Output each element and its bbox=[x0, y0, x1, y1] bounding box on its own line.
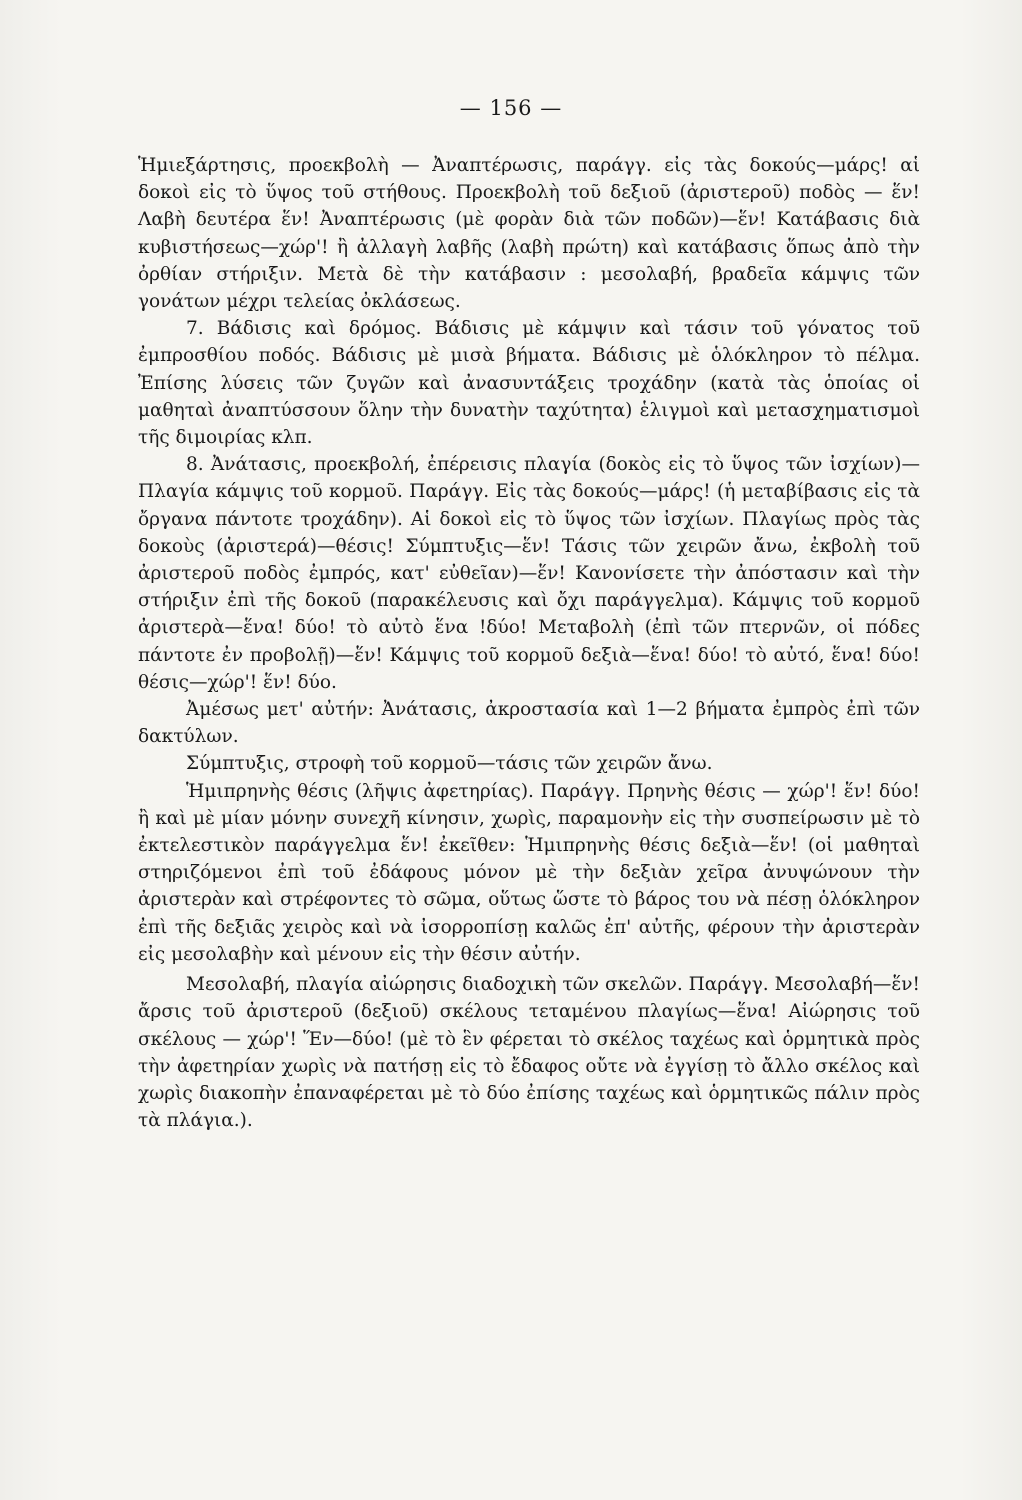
paragraph-7: Μεσολαβή, πλαγία αἰώρησις διαδοχικὴ τῶν σκελῶν. Παράγγ. Μεσολαβή—ἕν! ἄρσις τοῦ ἀριστεροῦ (δεξιοῦ) σκέλους τεταμένου πλαγίως—ἕνα! Αἰώρησις τοῦ σκέλους — χώρ'! Ἕν—δύο! (μὲ τὸ ἓν φέρεται τὸ σκέλος ταχέως καὶ ὁρμητικὰ πρὸς τὴν ἀφετηρίαν χωρὶς νὰ πατήσῃ εἰς τὸ ἔδαφος οὔτε νὰ ἐγγίσῃ τὸ ἄλλο σκέλος καὶ χωρὶς διακοπὴν ἐπαναφέρεται μὲ τὸ δύο ἐπίσης ταχέως καὶ ὁρμητικῶς πάλιν πρὸς τὰ πλάγια.). bbox=[138, 974, 920, 1132]
paragraph-4: Ἀμέσως μετ' αὐτήν: Ἀνάτασις, ἀκροστασία καὶ 1—2 βήματα ἐμπρὸς ἐπὶ τῶν δακτύλων. bbox=[138, 699, 920, 748]
body-text bbox=[138, 152, 920, 1134]
paragraph-6: Ἡμιπρηνὴς θέσις (λῆψις ἀφετηρίας). Παράγγ. Πρηνὴς θέσις — χώρ'! ἕν! δύο! ἢ καὶ μὲ μίαν μόνην συνεχῆ κίνησιν, χωρὶς, παραμονὴν εἰς τὴν συσπείρωσιν μὲ τὸ ἐκτελεστικὸν παράγγελμα ἕν! ἐκεῖθεν: Ἡμιπρηνὴς θέσις δεξιὰ—ἕν! (οἱ μαθηταὶ στηριζόμενοι ἐπὶ τοῦ ἐδάφους μόνον μὲ τὴν δεξιὰν χεῖρα ἀνυψώνουν τὴν ἀριστερὰν καὶ στρέφοντες τὸ σῶμα, οὕτως ὥστε τὸ βάρος του νὰ πέσῃ ὁλόκληρον ἐπὶ τῆς δεξιᾶς χειρὸς καὶ νὰ ἰσορροπίσῃ καλῶς ἐπ' αὐτῆς, φέρουν τὴν ἀριστερὰν εἰς μεσολαβὴν καὶ μένουν εἰς τὴν θέσιν αὐτήν. bbox=[138, 780, 920, 965]
paragraph-3: 8. Ἀνάτασις, προεκβολή, ἐπέρεισις πλαγία (δοκὸς εἰς τὸ ὕψος τῶν ἰσχίων)—Πλαγία κάμψις τοῦ κορμοῦ. Παράγγ. Εἰς τὰς δοκούς—μάρς! (ἡ μεταβίβασις εἰς τὰ ὄργανα πάντοτε τροχάδην). Αἱ δοκοὶ εἰς τὸ ὕψος τῶν ἰσχίων. Πλαγίως πρὸς τὰς δοκοὺς (ἀριστερά)—θέσις! Σύμπτυξις—ἕν! Τάσις τῶν χειρῶν ἄνω, ἐκβολὴ τοῦ ἀριστεροῦ ποδὸς ἐμπρός, κατ' εὐθεῖαν)—ἕν! Κανονίσετε τὴν ἀπόστασιν καὶ τὴν στήριξιν ἐπὶ τῆς δοκοῦ (παρακέλευσις καὶ ὄχι παράγγελμα). Κάμψις τοῦ κορμοῦ ἀριστερὰ—ἕνα! δύο! τὸ αὐτὸ ἕνα !δύο! Μεταβολὴ (ἐπὶ τῶν πτερνῶν, οἱ πόδες πάντοτε ἐν προβολῇ)—ἕν! Κάμψις τοῦ κορμοῦ δεξιὰ—ἕνα! δύο! τὸ αὐτό, ἕνα! δύο! θέσις—χώρ'! ἕν! δύο. bbox=[138, 454, 920, 693]
page-number: — 156 — bbox=[459, 96, 563, 120]
paragraph-5: Σύμπτυξις, στροφὴ τοῦ κορμοῦ—τάσις τῶν χειρῶν ἄνω. bbox=[186, 753, 713, 775]
paragraph-2: 7. Βάδισις καὶ δρόμος. Βάδισις μὲ κάμψιν καὶ τάσιν τοῦ γόνατος τοῦ ἐμπροσθίου ποδός. Βάδισις μὲ μισὰ βήματα. Βάδισις μὲ ὁλόκληρον τὸ πέλμα. Ἐπίσης λύσεις τῶν ζυγῶν καὶ ἀνασυντάξεις τροχάδην (κατὰ τὰς ὁποίας οἱ μαθηταὶ ἀναπτύσσουν ὅλην τὴν δυνατὴν ταχύτητα) ἑλιγμοὶ καὶ μετασχηματισμοὶ τῆς διμοιρίας κλπ. bbox=[138, 318, 920, 449]
paragraph-1: Ἡμιεξάρτησις, προεκβολὴ — Ἀναπτέρωσις, παράγγ. εἰς τὰς δοκούς—μάρς! αἱ δοκοὶ εἰς τὸ ὕψος τοῦ στήθους. Προεκβολὴ τοῦ δεξιοῦ (ἀριστεροῦ) ποδὸς — ἕν! Λαβὴ δευτέρα ἕν! Ἀναπτέρωσις (μὲ φορὰν διὰ τῶν ποδῶν)—ἕν! Κατάβασις διὰ κυβιστήσεως—χώρ'! ἢ ἀλλαγὴ λαβῆς (λαβὴ πρώτη) καὶ κατάβασις ὅπως ἀπὸ τὴν ὀρθίαν στήριξιν. Μετὰ δὲ τὴν κατάβασιν : μεσολαβή, βραδεῖα κάμψις τῶν γονάτων μέχρι τελείας ὀκλάσεως. bbox=[138, 155, 920, 313]
